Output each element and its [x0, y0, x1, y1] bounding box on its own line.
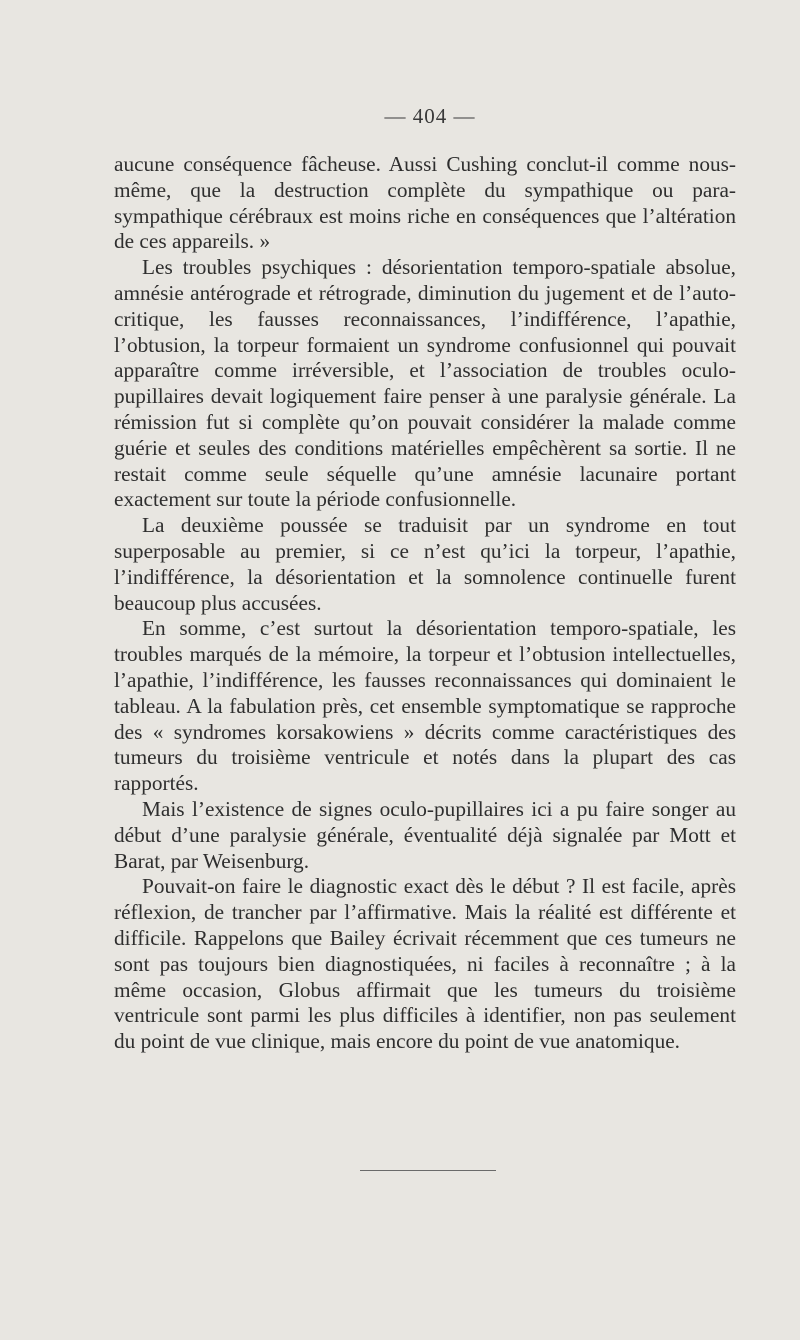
paragraph-diagnosis: Pouvait-on faire le diagnostic exact dès le début ? Il est facile, après réflexion, de trancher par l’affirmative. Mais la réalité est différente et difficile. Rappelons que Bailey écrivait récemment que ces tumeurs ne sont pas toujours bien diagnostiquées, ni faciles à reconnaître ; à la même occasion, Globus affirmait que les tumeurs du troisième ventricule sont parmi les plus difficiles à identifier, non pas seulement du point de vue clinique, mais encore du point de vue anatomique.	[114, 874, 736, 1054]
paragraph-oculo-pupillary: Mais l’existence de signes oculo-pupillaires ici a pu faire songer au début d’une paralysie générale, éventualité déjà signalée par Mott et Barat, par Weisenburg.	[114, 796, 736, 873]
page-number: — 404 —	[384, 104, 476, 128]
paragraph-continuation: aucune conséquence fâcheuse. Aussi Cushing conclut-il comme nous-même, que la destruction complète du sympathique ou para-sympathique cérébraux est moins riche en conséquences que l’altération de ces appareils. »	[114, 152, 736, 254]
paragraph-second-episode: La deuxième poussée se traduisit par un syndrome en tout superposable au premier, si ce n’est qu’ici la torpeur, l’apathie, l’indifférence, la désorientation et la somnolence continuelle furent beaucoup plus accusées.	[114, 513, 736, 615]
end-divider	[360, 1170, 496, 1171]
body-text	[114, 152, 736, 1055]
paragraph-psychic-troubles: Les troubles psychiques : désorientation temporo-spatiale absolue, amnésie antérograde et rétrograde, diminution du jugement et de l’auto-critique, les fausses reconnaissances, l’indifférence, l’apathie, l’obtusion, la torpeur formaient un syndrome confusionnel qui pouvait apparaître comme irréversible, et l’association de troubles oculo-pupillaires devait logiquement faire penser à une paralysie générale. La rémission fut si complète qu’on pouvait considérer la malade comme guérie et seules des conditions matérielles empêchèrent sa sortie. Il ne restait comme seule séquelle qu’une amnésie lacunaire portant exactement sur toute la période confusionnelle.	[114, 255, 736, 512]
paragraph-summary: En somme, c’est surtout la désorientation temporo-spatiale, les troubles marqués de la mémoire, la torpeur et l’obtusion intellectuelles, l’apathie, l’indifférence, les fausses reconnaissances qui dominaient le tableau. A la fabulation près, cet ensemble symptomatique se rapproche des « syndromes korsakowiens » décrits comme caractéristiques des tumeurs du troisième ventricule et notés dans la plupart des cas rapportés.	[114, 616, 736, 796]
